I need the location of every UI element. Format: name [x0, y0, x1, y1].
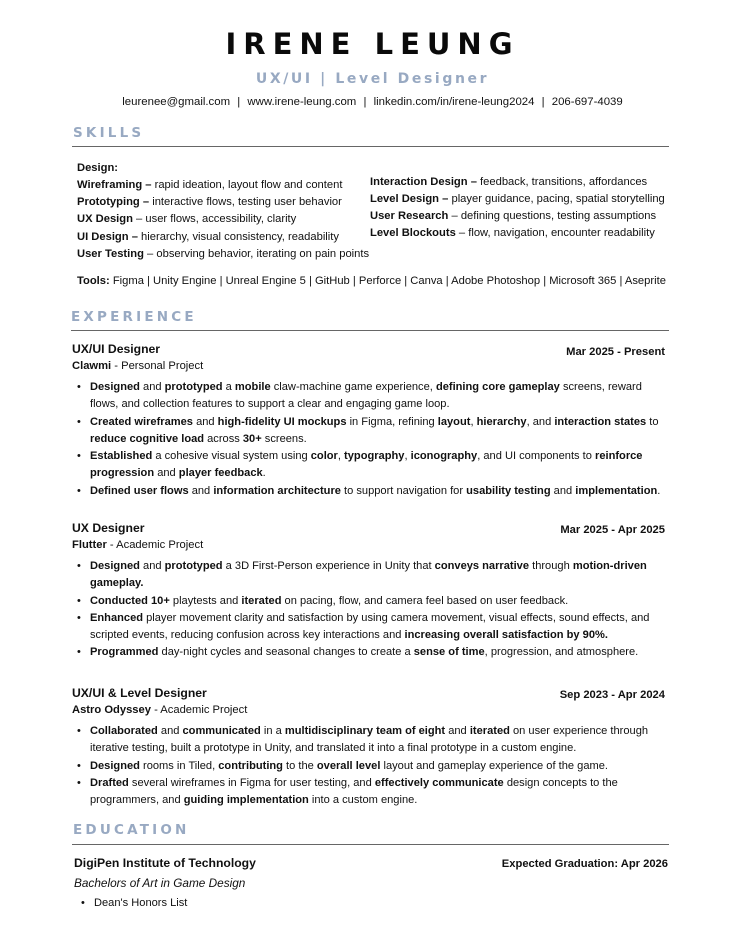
job-organization: Flutter - Academic Project: [72, 539, 204, 551]
section-title-education: EDUCATION: [73, 822, 190, 838]
job-bullet: • Designed and prototyped a mobile claw-machine game experience, defining core gameplay screens, reward flows, and collection features to support a clear and engaging game loop.: [72, 379, 672, 414]
job-title: UX Designer: [72, 521, 145, 535]
separator: |: [541, 96, 545, 108]
candidate-tagline: UX/UI | Level Designer: [255, 71, 490, 87]
email-link[interactable]: leurenee@gmail.com: [122, 96, 231, 108]
skill-item: User Testing – observing behavior, iterating on pain points: [77, 248, 370, 260]
job-organization: Clawmi - Personal Project: [72, 360, 204, 372]
job-bullet: • Programmed day-night cycles and seasonal changes to create a sense of time, progression, and atmosphere.: [72, 644, 672, 661]
degree: Bachelors of Art in Game Design: [74, 876, 246, 890]
education-bullets: [76, 895, 676, 912]
job-bullet: • Enhanced player movement clarity and satisfaction by using camera movement, visual effects, sound effects, and scripted events, reducing confusion across key interactions and increasing overall satisfaction by 90%.: [72, 610, 672, 645]
website-link[interactable]: www.irene-leung.com: [247, 96, 357, 108]
job-date: Mar 2025 - Present: [566, 346, 665, 358]
job-date: Sep 2023 - Apr 2024: [559, 689, 665, 701]
phone-number: 206-697-4039: [551, 96, 623, 108]
job-bullet: • Conducted 10+ playtests and iterated on pacing, flow, and camera feel based on user feedback.: [72, 593, 672, 610]
skill-item: Level Blockouts – flow, navigation, encounter readability: [370, 227, 655, 239]
contact-line: [0, 95, 745, 109]
skill-item: Interaction Design – feedback, transitions, affordances: [370, 176, 648, 188]
skill-item: UX Design – user flows, accessibility, clarity: [77, 213, 297, 225]
section-divider: [72, 146, 669, 147]
education-bullet: • Dean's Honors List: [76, 895, 676, 912]
graduation-date: Expected Graduation: Apr 2026: [501, 858, 668, 870]
section-divider: [72, 844, 669, 845]
job-bullet: • Established a cohesive visual system using color, typography, iconography, and UI components to reinforce progression and player feedback.: [72, 448, 672, 483]
school-name: DigiPen Institute of Technology: [74, 856, 256, 870]
job-bullet: • Designed and prototyped a 3D First-Person experience in Unity that conveys narrative through motion-driven gameplay.: [72, 558, 672, 593]
job-bullets: [72, 558, 672, 662]
job-bullets: [72, 379, 672, 500]
separator: |: [363, 96, 367, 108]
job-bullet: • Collaborated and communicated in a multidisciplinary team of eight and iterated on user experience through iterative testing, built a prototype in Unity, and translated it into a final prototype in a custom engine.: [72, 723, 672, 758]
tools-label: Tools:: [77, 275, 110, 287]
skills-design-label: Design:: [77, 162, 119, 174]
section-title-skills: SKILLS: [73, 125, 145, 141]
job-bullet: • Drafted several wireframes in Figma for user testing, and effectively communicate design concepts to the programmers, and guiding implementation into a custom engine.: [72, 775, 672, 810]
job-date: Mar 2025 - Apr 2025: [560, 524, 665, 536]
job-bullets: [72, 723, 672, 809]
skills-tools-line: [77, 274, 666, 288]
skill-item: UI Design – hierarchy, visual consistency, readability: [77, 231, 339, 243]
tools-list: Figma | Unity Engine | Unreal Engine 5 | GitHub | Perforce | Canva | Adobe Photoshop | Microsoft 365 | Aseprite: [109, 275, 666, 287]
skill-item: Prototyping – interactive flows, testing user behavior: [77, 196, 342, 208]
skill-item: User Research – defining questions, testing assumptions: [370, 210, 657, 222]
section-title-experience: EXPERIENCE: [71, 309, 197, 325]
skill-item: Wireframing – rapid ideation, layout flow and content: [77, 179, 343, 191]
job-bullet: • Created wireframes and high-fidelity UI mockups in Figma, refining layout, hierarchy, and interaction states to reduce cognitive load across 30+ screens.: [72, 414, 672, 449]
candidate-name: IRENE LEUNG: [225, 27, 520, 61]
job-bullet: • Defined user flows and information architecture to support navigation for usability testing and implementation.: [72, 483, 672, 500]
job-title: UX/UI & Level Designer: [72, 686, 207, 700]
job-title: UX/UI Designer: [72, 342, 161, 356]
section-divider: [71, 330, 669, 331]
job-organization: Astro Odyssey - Academic Project: [72, 704, 248, 716]
separator: |: [237, 96, 241, 108]
job-bullet: • Designed rooms in Tiled, contributing to the overall level layout and gameplay experience of the game.: [72, 758, 672, 775]
linkedin-link[interactable]: linkedin.com/in/irene-leung2024: [373, 96, 535, 108]
skill-item: Level Design – player guidance, pacing, spatial storytelling: [370, 193, 665, 205]
